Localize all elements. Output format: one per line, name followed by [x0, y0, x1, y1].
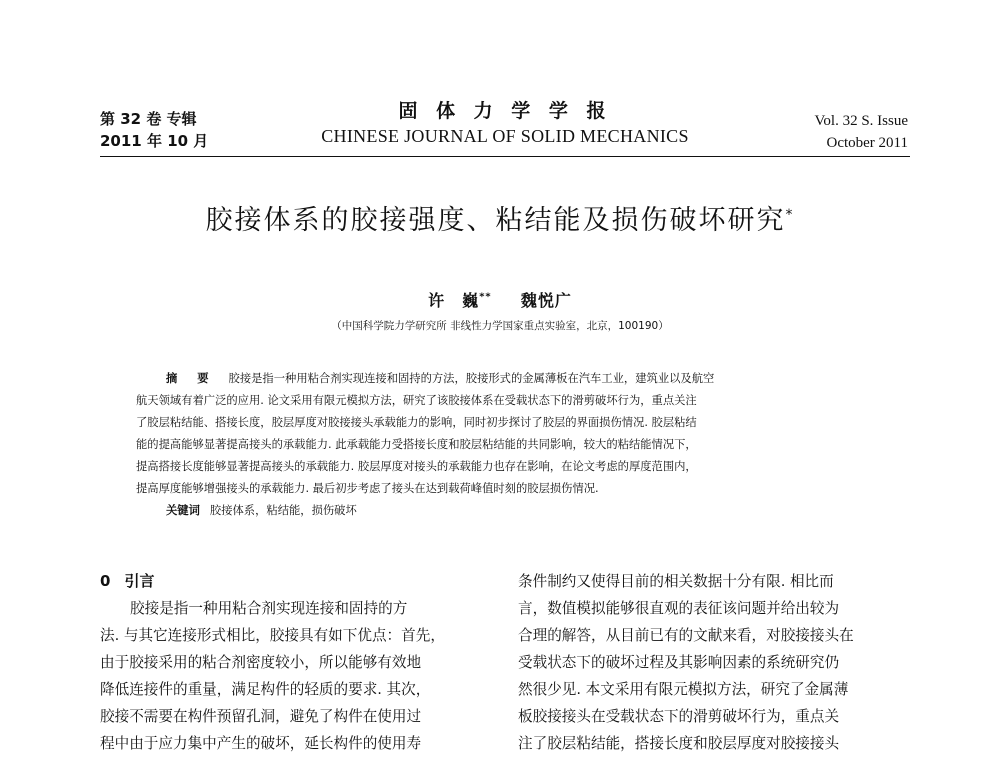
issue-info-en: [815, 110, 909, 154]
author-list: [100, 288, 900, 311]
author-1-footnote-mark: **: [479, 291, 492, 303]
body-line: 言，数值模拟能够很直观的表征该问题并给出较为: [518, 600, 840, 617]
issue-date-en: October 2011: [826, 135, 908, 151]
author-1: 许 巍: [428, 291, 480, 310]
journal-name-en: CHINESE JOURNAL OF SOLID MECHANICS: [321, 126, 689, 146]
body-line: 由于胶接采用的粘合剂密度较小，所以能够有效地: [100, 654, 422, 671]
abstract-line: 航天领域有着广泛的应用. 论文采用有限元模拟方法，研究了该胶接体系在受载状态下的滑剪破坏行为，重点关注: [136, 394, 697, 407]
abstract-line: 提高搭接长度能够显著提高接头的承载能力. 胶层厚度对接头的承载能力也存在影响，在论文考虑的厚度范围内，: [136, 460, 697, 473]
section-number: 0: [100, 572, 111, 590]
header-rule: [100, 156, 910, 157]
section-title: 引言: [124, 572, 155, 590]
volume-label-en: Vol. 32 S. Issue: [814, 113, 908, 129]
body-column-right: [518, 568, 908, 757]
journal-name: [270, 98, 740, 148]
issue-date: 2011 年 10 月: [100, 132, 209, 150]
abstract-line: [136, 368, 878, 390]
keywords-label: 关键词: [166, 504, 200, 517]
abstract-label: 摘 要: [166, 372, 217, 385]
body-line: 胶接是指一种用粘合剂实现连接和固持的方: [130, 600, 408, 617]
body-line: 法. 与其它连接形式相比，胶接具有如下优点：首先，: [100, 627, 445, 644]
body-line: 然很少见. 本文采用有限元模拟方法，研究了金属薄: [518, 681, 849, 698]
body-line: 板胶接接头在受载状态下的滑剪破坏行为，重点关: [518, 708, 840, 725]
body-line: 程中由于应力集中产生的破坏，延长构件的使用寿: [100, 735, 422, 752]
abstract-line: 了胶层粘结能、搭接长度，胶层厚度对胶接接头承载能力的影响，同时初步探讨了胶层的界面损伤情况. 胶层粘结: [136, 416, 697, 429]
issue-info: [100, 108, 208, 152]
paper-title: [100, 198, 900, 237]
abstract-line: 能的提高能够显著提高接头的承载能力. 此承载能力受搭接长度和胶层粘结能的共同影响，较大的粘结能情况下，: [136, 438, 697, 451]
body-line: 胶接不需要在构件预留孔洞，避免了构件在使用过: [100, 708, 422, 725]
body-line: 注了胶层粘结能，搭接长度和胶层厚度对胶接接头: [518, 735, 840, 752]
body-line: 降低连接件的重量，满足构件的轻质的要求. 其次，: [100, 681, 431, 698]
body-line: 受载状态下的破坏过程及其影响因素的系统研究仍: [518, 654, 840, 671]
section-heading: [100, 568, 490, 595]
title-footnote-mark: *: [785, 207, 795, 223]
paper-title-text: 胶接体系的胶接强度、粘结能及损伤破坏研究: [205, 205, 786, 236]
body-line: 合理的解答，从目前已有的文献来看，对胶接接头在: [518, 627, 854, 644]
keywords-text: 胶接体系，粘结能，损伤破坏: [209, 504, 357, 517]
body-column-left: [100, 568, 490, 757]
abstract-text: 胶接是指一种用粘合剂实现连接和固持的方法，胶接形式的金属薄板在汽车工业，建筑业以及航空: [228, 372, 715, 385]
abstract: [136, 368, 878, 522]
keywords: [136, 500, 878, 522]
abstract-line: 提高厚度能够增强接头的承载能力. 最后初步考虑了接头在达到载荷峰值时刻的胶层损伤情况.: [136, 482, 599, 495]
affiliation: （中国科学院力学研究所 非线性力学国家重点实验室，北京，100190）: [331, 320, 669, 332]
author-2: 魏悦广: [520, 291, 572, 310]
body-line: 条件制约又使得目前的相关数据十分有限. 相比而: [518, 573, 834, 590]
volume-label: 第 32 卷 专辑: [100, 110, 197, 128]
journal-name-cn: 固 体 力 学 学 报: [398, 100, 612, 122]
